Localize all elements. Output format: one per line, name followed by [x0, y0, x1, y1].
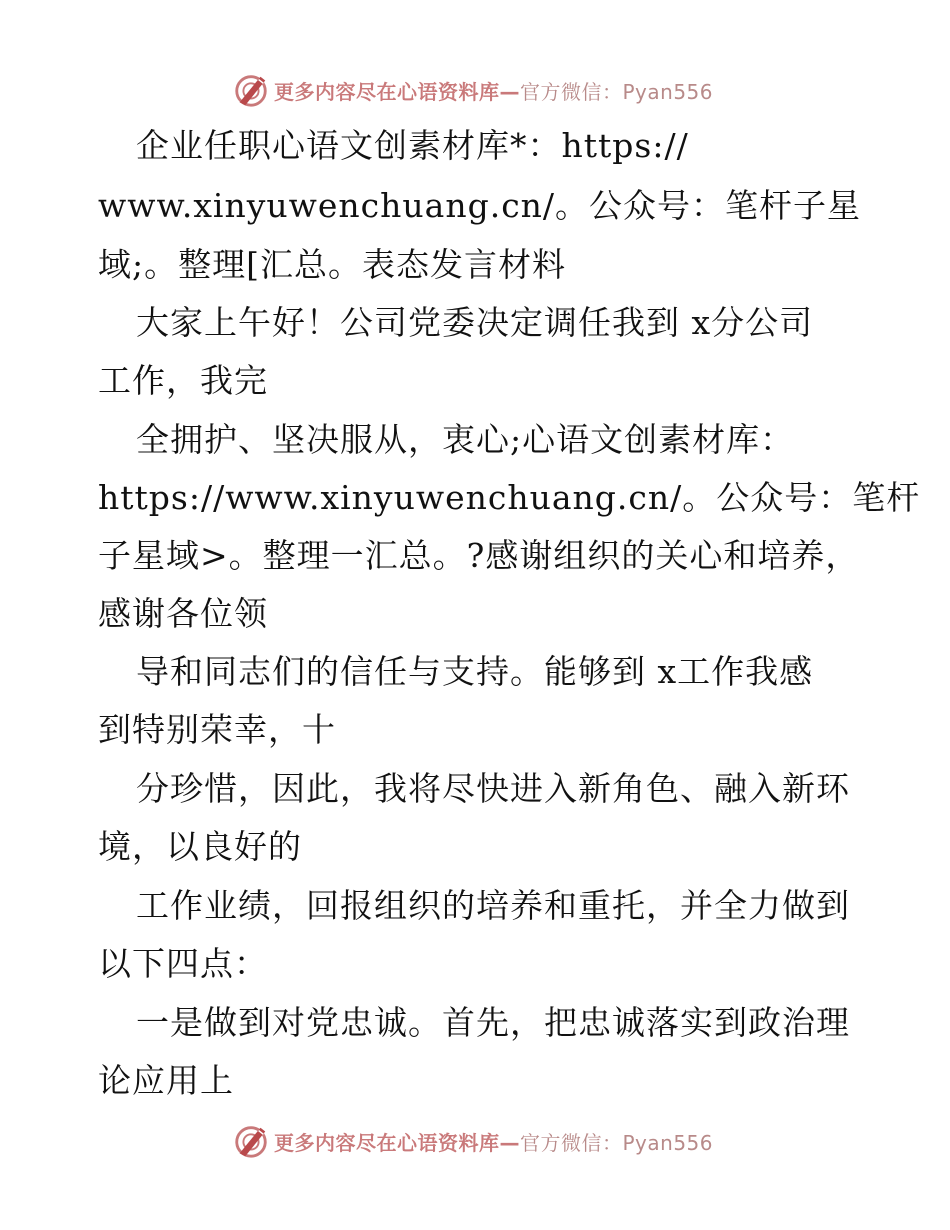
- banner-text: 更多内容尽在心语资料库—官方微信：Pyan556: [274, 1130, 714, 1155]
- text-line: 域;。整理[汇总。表态发言材料: [98, 245, 566, 284]
- banner-text: 更多内容尽在心语资料库—官方微信：Pyan556: [274, 79, 714, 104]
- text-line: 工作业绩，回报组织的培养和重托，并全力做到: [136, 886, 850, 925]
- banner-wechat: 官方微信：Pyan556: [520, 1130, 714, 1155]
- text-line: www.xinyuwenchuang.cn/。公众号：笔杆子星: [98, 186, 862, 225]
- text-line: 分珍惜，因此，我将尽快进入新角色、融入新环: [136, 769, 850, 808]
- text-line: 全拥护、坚决服从，衷心;心语文创素材库：: [136, 420, 795, 459]
- pen-logo-icon: [232, 71, 270, 109]
- text-line: 大家上午好！公司党委决定调任我到 x分公司: [136, 303, 814, 342]
- footer-banner: [232, 1121, 713, 1161]
- text-line: 工作，我完: [98, 361, 268, 400]
- text-line: 子星域>。整理一汇总。?感谢组织的关心和培养，: [98, 536, 860, 575]
- text-line: 境，以良好的: [98, 827, 302, 866]
- text-line: 导和同志们的信任与支持。能够到 x工作我感: [136, 652, 814, 691]
- text-line: 到特别荣幸，十: [98, 710, 336, 749]
- pen-logo-icon: [232, 1122, 270, 1160]
- text-line: https://www.xinyuwenchuang.cn/。公众号：笔杆: [98, 478, 921, 517]
- text-line: 感谢各位领: [98, 594, 268, 633]
- text-line: 企业任职心语文创素材库*：https://: [136, 126, 689, 165]
- text-line: 论应用上: [98, 1061, 234, 1100]
- text-line: 一是做到对党忠诚。首先，把忠诚落实到政治理: [136, 1003, 850, 1042]
- header-banner: [232, 70, 713, 110]
- text-line: 以下四点：: [98, 944, 268, 983]
- banner-wechat: 官方微信：Pyan556: [520, 79, 714, 104]
